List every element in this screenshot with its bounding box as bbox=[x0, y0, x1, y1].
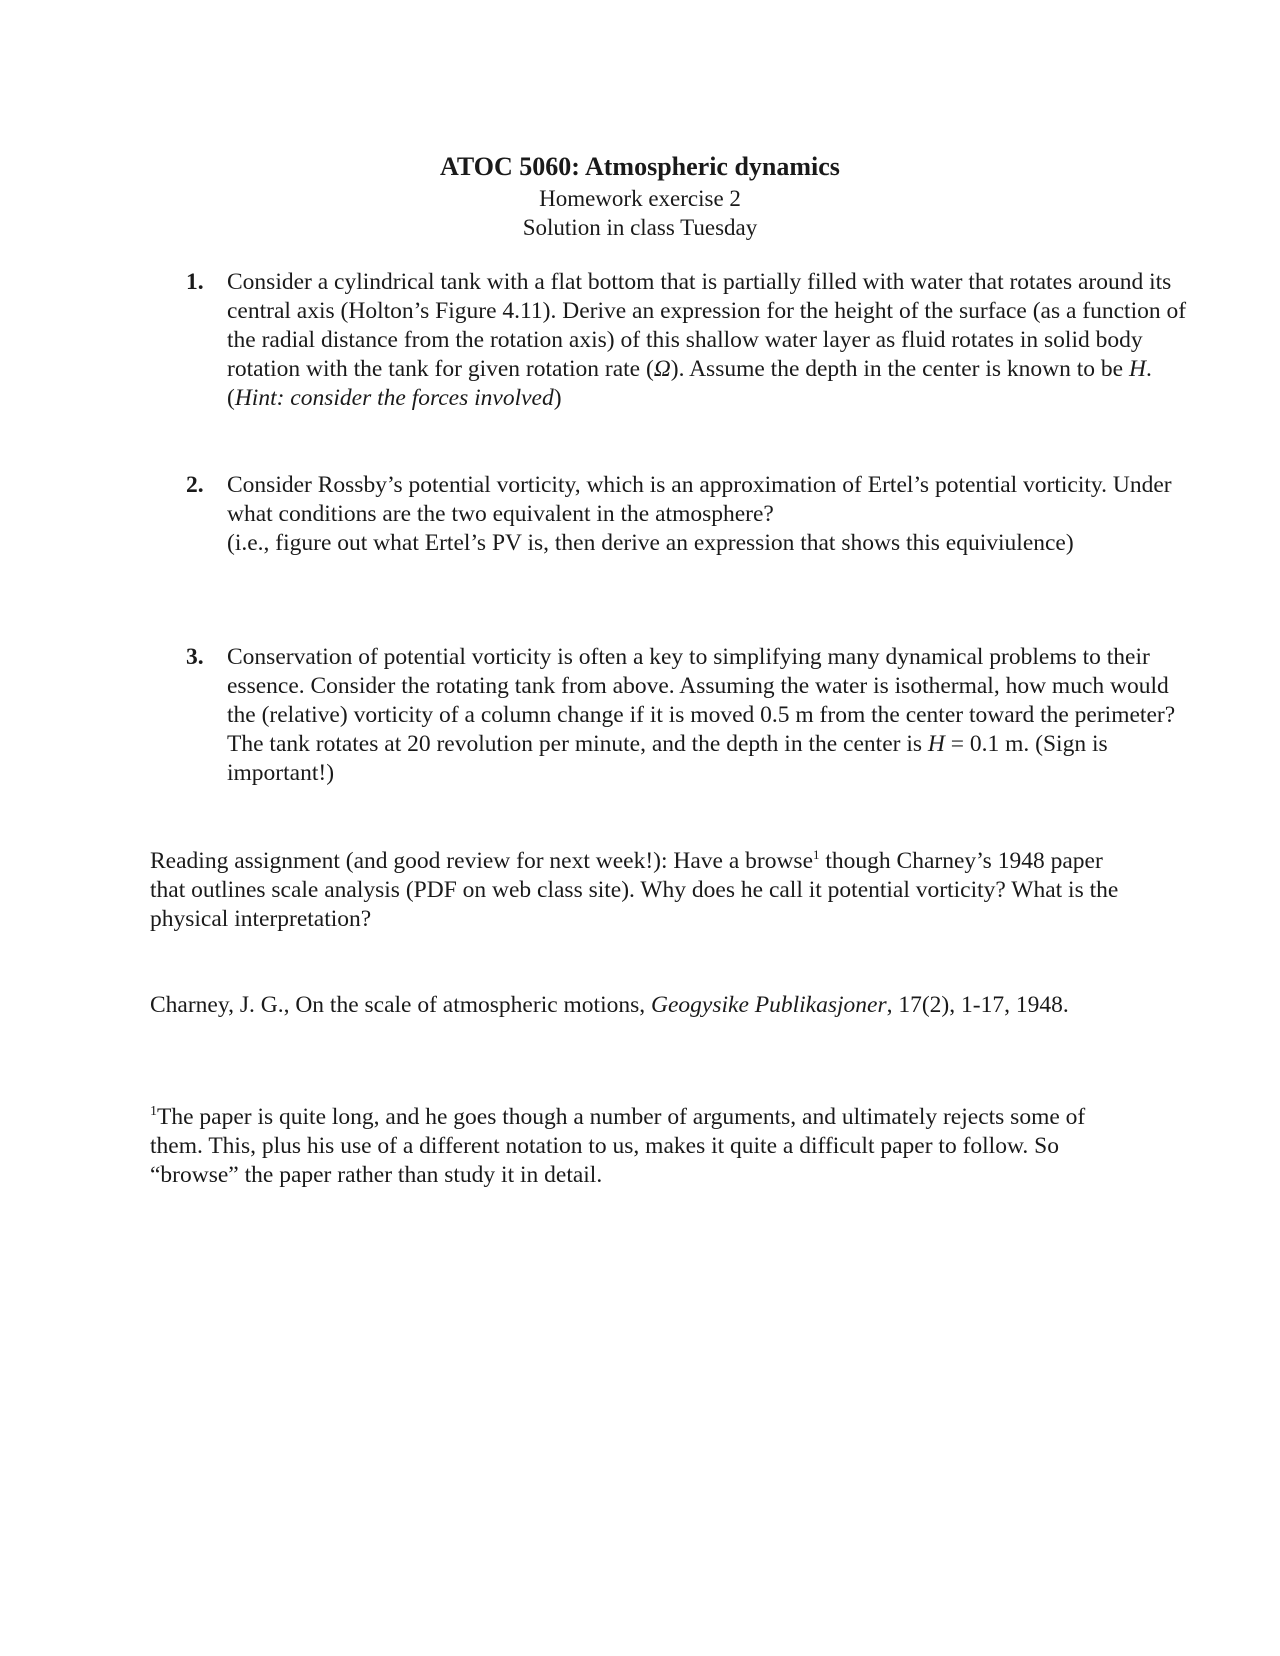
exercise-subtitle: Homework exercise 2 bbox=[539, 186, 741, 211]
course-title: ATOC 5060: Atmospheric dynamics bbox=[440, 152, 840, 181]
depth-symbol: H bbox=[927, 731, 945, 757]
problem-1 bbox=[186, 268, 1187, 413]
document-header bbox=[0, 150, 1280, 242]
depth-symbol: H bbox=[1128, 356, 1146, 382]
citation: Charney, J. G., On the scale of atmospheric motions, Geogysike Publikasjoner, 17(2), 1-17, 1948. bbox=[150, 992, 1069, 1018]
footnote bbox=[150, 1103, 1135, 1190]
solution-note: Solution in class Tuesday bbox=[522, 215, 758, 240]
problem-2 bbox=[186, 471, 1187, 558]
problem-3 bbox=[186, 643, 1187, 788]
footnote-reference: 1 bbox=[813, 847, 820, 863]
problem-number: 3. bbox=[186, 644, 204, 670]
problem-text: Conservation of potential vorticity is often a key to simplifying many dynamical problems to their essence. Consider the rotating tank from above. Assuming the water is isothermal, how much would the (relative) vorticity of a column change if it is moved 0.5 m from the center toward the perimeter? The tank rotates at 20 revolution per minute, and the depth in the center is H = 0.1 m. (Sign is important!) bbox=[227, 644, 1176, 786]
omega-symbol: Ω bbox=[653, 356, 671, 382]
problem-text-hint: (i.e., figure out what Ertel’s PV is, then derive an expression that shows this equiviulence) bbox=[227, 530, 1074, 556]
problem-number: 2. bbox=[186, 472, 204, 498]
problem-text: Consider a cylindrical tank with a flat bottom that is partially filled with water that rotates around its central axis (Holton’s Figure 4.11). Derive an expression for the height of the surface (as a function of the radial distance from the rotation axis) of this shallow water layer as fluid rotates in solid body rotation with the tank for given rotation rate (Ω). Assume the depth in the center is known to be H. (Hint: consider the forces involved) bbox=[227, 269, 1187, 411]
footnote-mark: 1 bbox=[150, 1104, 157, 1120]
hint-text: Hint: consider the forces involved bbox=[234, 385, 554, 411]
problem-number: 1. bbox=[186, 269, 204, 295]
journal-name: Geogysike Publikasjoner bbox=[651, 992, 887, 1018]
footnote-text: The paper is quite long, and he goes though a number of arguments, and ultimately rejects some of them. This, plus his use of a different notation to us, makes it quite a difficult paper to follow. So “browse” the paper rather than study it in detail. bbox=[150, 1104, 1086, 1188]
problem-text: Consider Rossby’s potential vorticity, which is an approximation of Ertel’s potential vorticity. Under what conditions are the two equivalent in the atmosphere? bbox=[227, 472, 1172, 527]
reading-assignment: Reading assignment (and good review for next week!): Have a browse$^1$ though Charney’s 1948 paper that outlines scale analysis (PDF on web class site). Why does he call it potential vorticity? What is the physical interpretation? bbox=[150, 847, 1119, 932]
